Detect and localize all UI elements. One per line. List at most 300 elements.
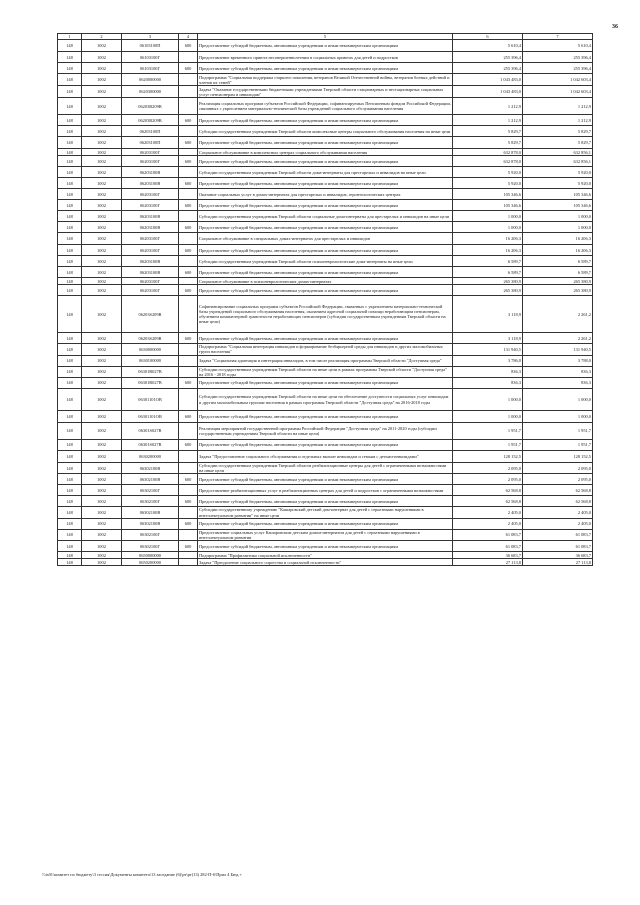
cell-description: Предоставление субсидий бюджетным, автономным учреждениям и иным некоммерческим организациям (198, 63, 453, 74)
cell-target-code: 06203S209В (122, 333, 179, 344)
table-row (58, 137, 593, 149)
cell-description: Реализация мероприятий государственной программы Российской Федерации "Доступная среда" на 2011-2020 годы (субсидии государственным учреждениям Тверской области на иные цели) (198, 423, 453, 440)
cell-section-code: 1002 (82, 149, 122, 156)
cell-amount-year1: 61 083,7 (453, 529, 523, 540)
cell-expense-type (179, 344, 198, 355)
cell-ministry-code: 148 (58, 189, 82, 200)
cell-target-code: 06301S027В (122, 440, 179, 451)
cell-target-code: 06203100Г (122, 233, 179, 245)
cell-amount-year1: 1 043 483,0 (453, 86, 523, 98)
cell-amount-year1: 3 118,9 (453, 296, 523, 333)
table-row (58, 52, 593, 63)
cell-expense-type (179, 366, 198, 377)
cell-description: Предоставление субсидий бюджетным, автономным учреждениям и иным некоммерческим организациям (198, 40, 453, 52)
cell-amount-year2: 2 405,0 (523, 507, 593, 518)
cell-ministry-code: 148 (58, 518, 82, 529)
cell-expense-type (179, 126, 198, 137)
table-row (58, 552, 593, 559)
cell-ministry-code: 148 (58, 366, 82, 377)
cell-ministry-code: 148 (58, 63, 82, 74)
cell-amount-year1: 2 405,0 (453, 518, 523, 529)
table-row (58, 178, 593, 189)
cell-target-code: 0630000000 (122, 344, 179, 355)
cell-section-code: 1002 (82, 200, 122, 211)
cell-amount-year2: 27 113,8 (523, 559, 593, 566)
cell-amount-year1: 5 829,7 (453, 126, 523, 137)
table-row (58, 233, 593, 245)
cell-section-code: 1002 (82, 552, 122, 559)
cell-section-code: 1002 (82, 333, 122, 344)
cell-amount-year2: 2 261,2 (523, 296, 593, 333)
cell-amount-year1: 1 043 483,0 (453, 74, 523, 86)
table-row (58, 463, 593, 474)
cell-amount-year2: 836,3 (523, 378, 593, 389)
cell-amount-year2: 2 095,0 (523, 463, 593, 474)
cell-amount-year1: 131 940,5 (453, 344, 523, 355)
cell-amount-year1: 62 568,8 (453, 496, 523, 507)
cell-amount-year2: 265 380,9 (523, 285, 593, 296)
table-row (58, 256, 593, 267)
cell-amount-year2: 131 940,5 (523, 344, 593, 355)
cell-description: Подпрограмма "Профилактика социальной исключенности" (198, 552, 453, 559)
cell-section-code: 1002 (82, 411, 122, 423)
cell-target-code: 0630100000 (122, 355, 179, 366)
cell-expense-type: 600 (179, 411, 198, 423)
cell-ministry-code: 148 (58, 451, 82, 463)
table-row (58, 496, 593, 507)
table-row (58, 423, 593, 440)
column-header: 7 (523, 34, 593, 40)
cell-description: Задача "Оказание государственными бюджетными учреждениями Тверской области стационарных и нестационарных социальных услуг пенсионерам и инвалидам" (198, 86, 453, 98)
cell-amount-year2: 3 788,0 (523, 355, 593, 366)
table-row (58, 440, 593, 451)
cell-section-code: 1002 (82, 278, 122, 285)
cell-expense-type (179, 86, 198, 98)
cell-expense-type (179, 52, 198, 63)
cell-amount-year1: 255 396,4 (453, 63, 523, 74)
table-row (58, 189, 593, 200)
cell-expense-type: 600 (179, 285, 198, 296)
cell-target-code: 0620000000 (122, 74, 179, 86)
cell-ministry-code: 148 (58, 333, 82, 344)
cell-description: Предоставление социальных услуг Кашаровским детским домом-интернатом для детей с серьезными нарушениями в интеллектуальном развитии (198, 529, 453, 540)
cell-amount-year1: 6 589,7 (453, 267, 523, 278)
cell-description: Социальное обслуживание в комплексных центрах социального обслуживания населения (198, 149, 453, 156)
cell-target-code: 06203100Г (122, 285, 179, 296)
cell-target-code: 0620300000 (122, 86, 179, 98)
table-row (58, 222, 593, 233)
cell-expense-type (179, 529, 198, 540)
table-row (58, 366, 593, 377)
cell-ministry-code: 148 (58, 137, 82, 149)
cell-amount-year1: 6 589,7 (453, 256, 523, 267)
cell-ministry-code: 148 (58, 267, 82, 278)
cell-ministry-code: 148 (58, 423, 82, 440)
cell-description: Предоставление субсидий бюджетным, автономным учреждениям и иным некоммерческим организациям (198, 440, 453, 451)
column-header: 4 (179, 34, 198, 40)
cell-amount-year1: 62 568,8 (453, 485, 523, 496)
cell-section-code: 1002 (82, 559, 122, 566)
cell-expense-type (179, 256, 198, 267)
cell-amount-year2: 105 346,6 (523, 200, 593, 211)
cell-target-code: 06301S027В (122, 423, 179, 440)
table-row (58, 411, 593, 423)
cell-section-code: 1002 (82, 285, 122, 296)
cell-section-code: 1002 (82, 463, 122, 474)
cell-expense-type: 600 (179, 200, 198, 211)
cell-target-code: 06203100Г (122, 156, 179, 167)
cell-ministry-code: 148 (58, 256, 82, 267)
cell-target-code: 06103100П (122, 40, 179, 52)
cell-target-code: 06203100В (122, 167, 179, 178)
cell-expense-type (179, 98, 198, 115)
cell-target-code: 06203S209В (122, 296, 179, 333)
cell-target-code: 06203100Г (122, 245, 179, 256)
cell-section-code: 1002 (82, 245, 122, 256)
cell-section-code: 1002 (82, 63, 122, 74)
cell-amount-year2: 62 568,8 (523, 496, 593, 507)
cell-expense-type: 600 (179, 137, 198, 149)
table-row (58, 333, 593, 344)
cell-section-code: 1002 (82, 344, 122, 355)
cell-ministry-code: 148 (58, 156, 82, 167)
cell-description: Предоставление временного приюта несовершеннолетним в социальных приютах для детей и подростков (198, 52, 453, 63)
cell-ministry-code: 148 (58, 52, 82, 63)
cell-amount-year1: 16 206,3 (453, 233, 523, 245)
cell-section-code: 1002 (82, 40, 122, 52)
page-number: 36 (612, 24, 618, 30)
cell-amount-year1: 2 405,0 (453, 507, 523, 518)
cell-section-code: 1002 (82, 485, 122, 496)
cell-ministry-code: 148 (58, 222, 82, 233)
table-row (58, 267, 593, 278)
cell-expense-type (179, 278, 198, 285)
table-row (58, 98, 593, 115)
cell-section-code: 1002 (82, 378, 122, 389)
cell-description: Предоставление субсидий бюджетным, автономным учреждениям и иным некоммерческим организациям (198, 285, 453, 296)
table-row (58, 474, 593, 485)
cell-expense-type (179, 451, 198, 463)
cell-section-code: 1002 (82, 211, 122, 222)
cell-amount-year2: 5 920,0 (523, 167, 593, 178)
cell-expense-type (179, 233, 198, 245)
cell-section-code: 1002 (82, 496, 122, 507)
cell-description: Предоставление субсидий бюджетным, автономным учреждениям и иным некоммерческим организациям (198, 178, 453, 189)
cell-description: Предоставление субсидий бюджетным, автономным учреждениям и иным некоммерческим организациям (198, 137, 453, 149)
cell-amount-year2: 5 829,7 (523, 137, 593, 149)
table-row (58, 156, 593, 167)
cell-amount-year1: 1 000,0 (453, 222, 523, 233)
cell-expense-type (179, 211, 198, 222)
cell-target-code: 06302100В (122, 518, 179, 529)
column-header: 6 (453, 34, 523, 40)
cell-expense-type: 600 (179, 518, 198, 529)
cell-description: Предоставление субсидий бюджетным, автономным учреждениям и иным некоммерческим организациям (198, 156, 453, 167)
cell-amount-year1: 16 206,3 (453, 245, 523, 256)
cell-target-code: 0650200000 (122, 559, 179, 566)
cell-target-code: 06302100В (122, 463, 179, 474)
table-row (58, 507, 593, 518)
cell-amount-year2: 1 951,7 (523, 423, 593, 440)
cell-section-code: 1002 (82, 74, 122, 86)
cell-amount-year1: 265 380,9 (453, 278, 523, 285)
cell-target-code: 06302100В (122, 474, 179, 485)
table-row (58, 200, 593, 211)
budget-table (57, 33, 593, 566)
cell-description: Субсидии государственным учреждениям Тверской области комплексные центры социального обслуживания населения на иные цели (198, 126, 453, 137)
cell-section-code: 1002 (82, 86, 122, 98)
cell-target-code: 06203100Г (122, 189, 179, 200)
table-row (58, 167, 593, 178)
cell-ministry-code: 148 (58, 296, 82, 333)
cell-ministry-code: 148 (58, 411, 82, 423)
cell-amount-year2: 61 083,7 (523, 529, 593, 540)
cell-ministry-code: 148 (58, 167, 82, 178)
cell-section-code: 1002 (82, 529, 122, 540)
cell-amount-year1: 5 610,4 (453, 40, 523, 52)
cell-expense-type: 600 (179, 541, 198, 552)
cell-amount-year1: 5 920,0 (453, 167, 523, 178)
cell-target-code: 06302100Г (122, 485, 179, 496)
cell-amount-year2: 255 396,4 (523, 63, 593, 74)
cell-ministry-code: 148 (58, 200, 82, 211)
cell-target-code: 06203100Г (122, 149, 179, 156)
table-row (58, 149, 593, 156)
cell-target-code: 06301101ОВ (122, 389, 179, 411)
cell-target-code: 06103100Г (122, 52, 179, 63)
table-row (58, 126, 593, 137)
cell-target-code: 06301101ОВ (122, 411, 179, 423)
table-row (58, 529, 593, 540)
cell-amount-year1: 1 951,7 (453, 440, 523, 451)
cell-ministry-code: 148 (58, 149, 82, 156)
cell-amount-year2: 1 000,0 (523, 411, 593, 423)
cell-ministry-code: 148 (58, 245, 82, 256)
cell-section-code: 1002 (82, 440, 122, 451)
cell-amount-year2: 5 829,7 (523, 126, 593, 137)
cell-ministry-code: 148 (58, 74, 82, 86)
cell-description: Предоставление субсидий бюджетным, автономным учреждениям и иным некоммерческим организациям (198, 378, 453, 389)
cell-expense-type (179, 355, 198, 366)
cell-section-code: 1002 (82, 296, 122, 333)
cell-section-code: 1002 (82, 156, 122, 167)
cell-description: Субсидии государственным учреждениям Тверской области реабилитационные центры для детей с ограниченными возможностями на иные цели (198, 463, 453, 474)
cell-expense-type (179, 74, 198, 86)
cell-description: Задача "Преодоление социального сиротства и социальной исключенности" (198, 559, 453, 566)
cell-target-code: 06203100В (122, 256, 179, 267)
cell-section-code: 1002 (82, 137, 122, 149)
cell-expense-type: 600 (179, 63, 198, 74)
cell-description: Субсидии государственным учреждениям Тверской области дома-интернаты для престарелых и инвалидов на иные цели (198, 167, 453, 178)
cell-section-code: 1002 (82, 115, 122, 126)
cell-amount-year1: 1 000,0 (453, 389, 523, 411)
cell-ministry-code: 148 (58, 344, 82, 355)
cell-amount-year2: 6 589,7 (523, 256, 593, 267)
cell-section-code: 1002 (82, 507, 122, 518)
cell-amount-year2: 1 212,9 (523, 115, 593, 126)
cell-description: Субсидии государственным учреждениям Тверской области социальные дома-интернаты для престарелых и инвалидов на иные цели (198, 211, 453, 222)
cell-amount-year2: 2 261,2 (523, 333, 593, 344)
cell-target-code: 06203100П (122, 126, 179, 137)
cell-amount-year2: 1 042 603,4 (523, 74, 593, 86)
cell-description: Предоставление субсидий бюджетным, автономным учреждениям и иным некоммерческим организациям (198, 541, 453, 552)
file-path-footer: \\\ts01\комитет по бюджету\3 сессия\Документы комитета\13 заседание (6)\рт\рт(13) 282-П-б\Прил 4 Бюд.+ (42, 872, 242, 877)
cell-ministry-code: 148 (58, 474, 82, 485)
cell-amount-year2: 128 152,5 (523, 451, 593, 463)
cell-expense-type: 600 (179, 440, 198, 451)
cell-amount-year2: 1 042 603,4 (523, 86, 593, 98)
cell-expense-type: 600 (179, 222, 198, 233)
table-row (58, 518, 593, 529)
cell-amount-year1: 3 786,0 (453, 355, 523, 366)
cell-target-code: 06302100Г (122, 541, 179, 552)
column-header: 1 (58, 34, 82, 40)
cell-ministry-code: 148 (58, 211, 82, 222)
cell-description: Субсидии государственным учреждениям Тверской области психоневрологические дома-интернаты на иные цели (198, 256, 453, 267)
cell-target-code: 06302100Г (122, 496, 179, 507)
cell-ministry-code: 148 (58, 98, 82, 115)
cell-target-code: 06203R209В (122, 98, 179, 115)
table-row (58, 211, 593, 222)
cell-ministry-code: 148 (58, 559, 82, 566)
cell-amount-year1: 265 380,9 (453, 285, 523, 296)
cell-section-code: 1002 (82, 178, 122, 189)
cell-amount-year1: 632 878,0 (453, 156, 523, 167)
cell-amount-year2: 6 589,7 (523, 267, 593, 278)
cell-ministry-code: 148 (58, 86, 82, 98)
cell-ministry-code: 148 (58, 440, 82, 451)
cell-expense-type: 600 (179, 245, 198, 256)
cell-description: Предоставление субсидий бюджетным, автономным учреждениям и иным некоммерческим организациям (198, 222, 453, 233)
cell-section-code: 1002 (82, 267, 122, 278)
cell-amount-year1: 128 152,5 (453, 451, 523, 463)
table-row (58, 63, 593, 74)
cell-ministry-code: 148 (58, 529, 82, 540)
cell-amount-year1: 105 346,6 (453, 189, 523, 200)
cell-amount-year1: 836,3 (453, 366, 523, 377)
cell-target-code: 06301R027В (122, 366, 179, 377)
cell-amount-year2: 61 083,7 (523, 541, 593, 552)
cell-amount-year1: 5 920,0 (453, 178, 523, 189)
table-row (58, 74, 593, 86)
column-header: 3 (122, 34, 179, 40)
cell-expense-type: 600 (179, 378, 198, 389)
cell-amount-year1: 36 683,7 (453, 552, 523, 559)
cell-amount-year2: 632 856,1 (523, 156, 593, 167)
cell-description: Предоставление субсидий бюджетным, автономным учреждениям и иным некоммерческим организациям (198, 115, 453, 126)
cell-expense-type (179, 507, 198, 518)
cell-amount-year2: 1 000,0 (523, 211, 593, 222)
cell-description: Социальное обслуживание в психоневрологических домах-интернатах (198, 278, 453, 285)
cell-amount-year2: 836,3 (523, 366, 593, 377)
cell-ministry-code: 148 (58, 389, 82, 411)
cell-description: Задача "Социальная адаптация и интеграция инвалидов, в том числе реализация программы Тверской области "Доступная среда" (198, 355, 453, 366)
cell-section-code: 1002 (82, 222, 122, 233)
cell-expense-type: 600 (179, 474, 198, 485)
cell-ministry-code: 148 (58, 485, 82, 496)
cell-description: Предоставление субсидий бюджетным, автономным учреждениям и иным некоммерческим организациям (198, 245, 453, 256)
cell-section-code: 1002 (82, 256, 122, 267)
cell-ministry-code: 148 (58, 507, 82, 518)
cell-description: Предоставление субсидий бюджетным, автономным учреждениям и иным некоммерческим организациям (198, 474, 453, 485)
cell-amount-year1: 27 113,8 (453, 559, 523, 566)
cell-amount-year1: 1 212,9 (453, 98, 523, 115)
cell-ministry-code: 148 (58, 355, 82, 366)
cell-expense-type (179, 389, 198, 411)
cell-ministry-code: 148 (58, 278, 82, 285)
cell-amount-year2: 105 346,6 (523, 189, 593, 200)
cell-target-code: 06203100Г (122, 200, 179, 211)
cell-target-code: 06302100Г (122, 529, 179, 540)
cell-target-code: 06301R027В (122, 378, 179, 389)
cell-amount-year2: 62 568,8 (523, 485, 593, 496)
table-body (58, 40, 593, 566)
cell-expense-type (179, 559, 198, 566)
cell-ministry-code: 148 (58, 378, 82, 389)
cell-expense-type (179, 423, 198, 440)
cell-section-code: 1002 (82, 423, 122, 440)
cell-ministry-code: 148 (58, 40, 82, 52)
cell-target-code: 0630200000 (122, 451, 179, 463)
cell-ministry-code: 148 (58, 552, 82, 559)
cell-section-code: 1002 (82, 541, 122, 552)
cell-expense-type (179, 463, 198, 474)
table-row (58, 296, 593, 333)
cell-expense-type (179, 296, 198, 333)
cell-ministry-code: 148 (58, 126, 82, 137)
cell-amount-year2: 1 212,9 (523, 98, 593, 115)
table-row (58, 278, 593, 285)
cell-ministry-code: 148 (58, 463, 82, 474)
cell-target-code: 06103100Г (122, 63, 179, 74)
table-row (58, 355, 593, 366)
cell-description: Предоставление реабилитационных услуг в реабилитационных центрах для детей и подростков с ограниченными возможностями (198, 485, 453, 496)
cell-description: Социальное обслуживание в специальных домах-интернатах для престарелых и инвалидов (198, 233, 453, 245)
cell-section-code: 1002 (82, 98, 122, 115)
cell-description: Предоставление субсидий бюджетным, автономным учреждениям и иным некоммерческим организациям (198, 496, 453, 507)
cell-amount-year2: 2 405,0 (523, 518, 593, 529)
table-row (58, 451, 593, 463)
cell-ministry-code: 148 (58, 496, 82, 507)
cell-expense-type (179, 149, 198, 156)
cell-description: Предоставление субсидий бюджетным, автономным учреждениям и иным некоммерческим организациям (198, 200, 453, 211)
cell-target-code: 06203100Г (122, 278, 179, 285)
cell-target-code: 06302100В (122, 507, 179, 518)
cell-amount-year2: 5 610,4 (523, 40, 593, 52)
column-header: 5 (198, 34, 453, 40)
cell-expense-type (179, 485, 198, 496)
table-row (58, 40, 593, 52)
table-row (58, 86, 593, 98)
table-row (58, 115, 593, 126)
cell-section-code: 1002 (82, 355, 122, 366)
cell-expense-type: 600 (179, 333, 198, 344)
cell-target-code: 0650000000 (122, 552, 179, 559)
cell-amount-year1: 836,3 (453, 378, 523, 389)
table-row (58, 559, 593, 566)
cell-amount-year2: 2 095,0 (523, 474, 593, 485)
cell-ministry-code: 148 (58, 541, 82, 552)
column-header: 2 (82, 34, 122, 40)
cell-amount-year1: 1 000,0 (453, 211, 523, 222)
cell-description: Подпрограмма "Социальная поддержка старшего поколения, ветеранов Великой Отечественной войны, ветеранов боевых действий и членов их семей" (198, 74, 453, 86)
cell-description: Подпрограмма "Социальная интеграция инвалидов и формирование безбарьерной среды для инвалидов и других маломобильных групп населения" (198, 344, 453, 355)
cell-amount-year1: 3 118,9 (453, 333, 523, 344)
cell-amount-year1: 2 095,0 (453, 463, 523, 474)
cell-expense-type: 600 (179, 496, 198, 507)
cell-amount-year2: 265 380,9 (523, 278, 593, 285)
cell-expense-type (179, 167, 198, 178)
